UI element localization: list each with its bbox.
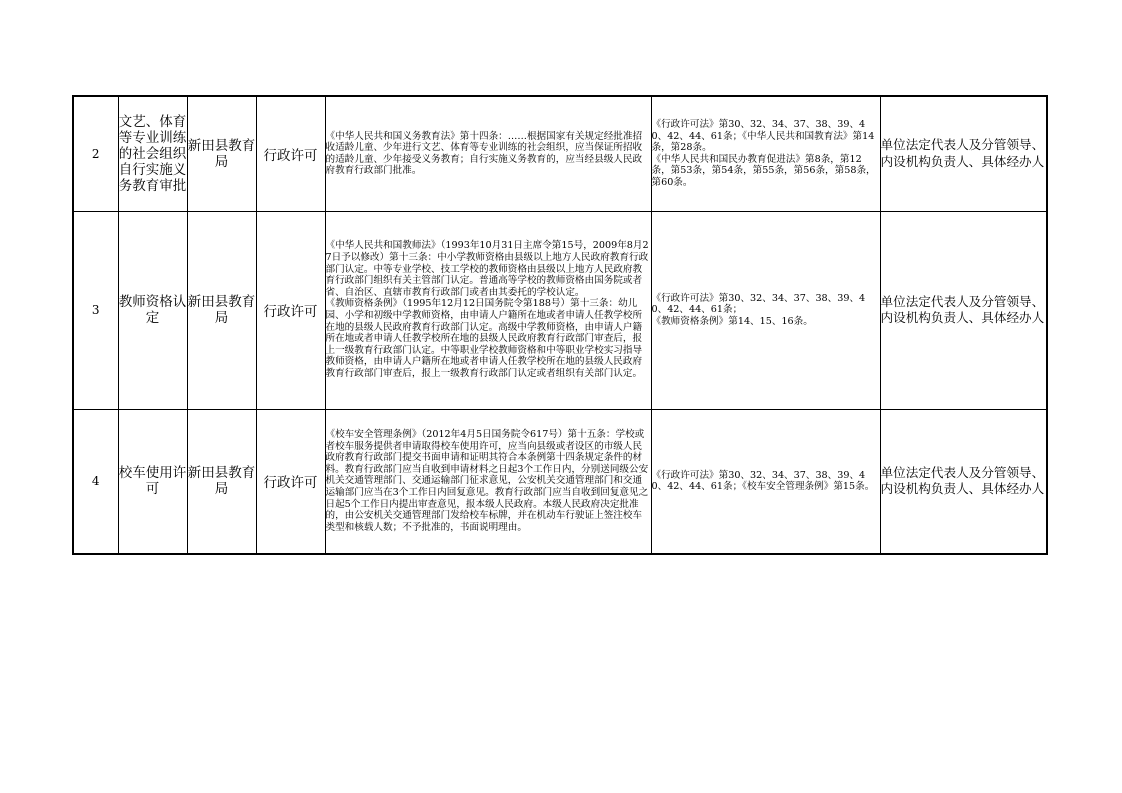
item-name: 教师资格认定 — [118, 211, 187, 409]
table-row — [73, 211, 1047, 409]
responsibility-basis: 《行政许可法》第30、32、34、37、38、39、40、42、44、61条；《校车安全管理条例》第15条。 — [651, 409, 880, 554]
legal-basis: 《中华人民共和国教师法》（1993年10月31日主席令第15号，2009年8月27日予以修改）第十三条：中小学教师资格由县级以上地方人民政府教育行政部门认定。中等专业学校、技工学校的教师资格由县级以上地方人民政府教育行政部门组织有关主管部门认定。普通高等学校的教师资格由国务院或者省、自治区、直辖市教育行政部门或者由其委托的学校认定。 《教师资格条例》（1995年12月12日国务院令第188号）第十三条：幼儿园、小学和初级中学教师资格，由申请人户籍所在地或者申请人任教学校所在地的县级人民政府教育行政部门认定。高级中学教师资格，由申请人户籍所在地或者申请人任教学校所在地的县级人民政府教育行政部门审查后，报上一级教育行政部门认定。中等职业学校教师资格和中等职业学校实习指导教师资格，由申请人户籍所在地或者申请人任教学校所在地的县级人民政府教育行政部门审查后，报上一级教育行政部门认定或者组织有关部门认定。 — [325, 211, 651, 409]
power-type: 行政许可 — [256, 409, 325, 554]
row-index: 2 — [73, 96, 118, 211]
power-type: 行政许可 — [256, 96, 325, 211]
legal-basis: 《中华人民共和国义务教育法》第十四条：……根据国家有关规定经批准招收适龄儿童、少年进行文艺、体育等专业训练的社会组织，应当保证所招收的适龄儿童、少年接受义务教育；自行实施义务教育的，应当经县级人民政府教育行政部门批准。 — [325, 96, 651, 211]
department: 新田县教育局 — [187, 96, 256, 211]
power-list-table — [72, 95, 1048, 555]
item-name: 校车使用许可 — [118, 409, 187, 554]
responsible-persons: 单位法定代表人及分管领导、内设机构负责人、具体经办人 — [880, 409, 1047, 554]
table-row — [73, 409, 1047, 554]
department: 新田县教育局 — [187, 211, 256, 409]
legal-basis: 《校车安全管理条例》（2012年4月5日国务院令617号）第十五条：学校或者校车服务提供者申请取得校车使用许可，应当向县级或者设区的市级人民政府教育行政部门提交书面申请和证明其符合本条例第十四条规定条件的材料。教育行政部门应当自收到申请材料之日起3个工作日内，分别送同级公安机关交通管理部门、交通运输部门征求意见，公安机关交通管理部门和交通运输部门应当在3个工作日内回复意见。教育行政部门应当自收到回复意见之日起5个工作日内提出审查意见，报本级人民政府。本级人民政府决定批准的，由公安机关交通管理部门发给校车标牌，并在机动车行驶证上签注校车类型和核载人数；不予批准的，书面说明理由。 — [325, 409, 651, 554]
responsible-persons: 单位法定代表人及分管领导、内设机构负责人、具体经办人 — [880, 211, 1047, 409]
power-type: 行政许可 — [256, 211, 325, 409]
table-row — [73, 96, 1047, 211]
item-name: 文艺、体育等专业训练的社会组织自行实施义务教育审批 — [118, 96, 187, 211]
department: 新田县教育局 — [187, 409, 256, 554]
responsibility-basis: 《行政许可法》第30、32、34、37、38、39、40、42、44、61条；《中华人民共和国教育法》第14条，第28条。 《中华人民共和国民办教育促进法》第8条，第12条，第53条，第54条，第55条，第56条，第58条，第60条。 — [651, 96, 880, 211]
responsible-persons: 单位法定代表人及分管领导、内设机构负责人、具体经办人 — [880, 96, 1047, 211]
row-index: 3 — [73, 211, 118, 409]
responsibility-basis: 《行政许可法》第30、32、34、37、38、39、40、42、44、61条； 《教师资格条例》第14、15、16条。 — [651, 211, 880, 409]
row-index: 4 — [73, 409, 118, 554]
